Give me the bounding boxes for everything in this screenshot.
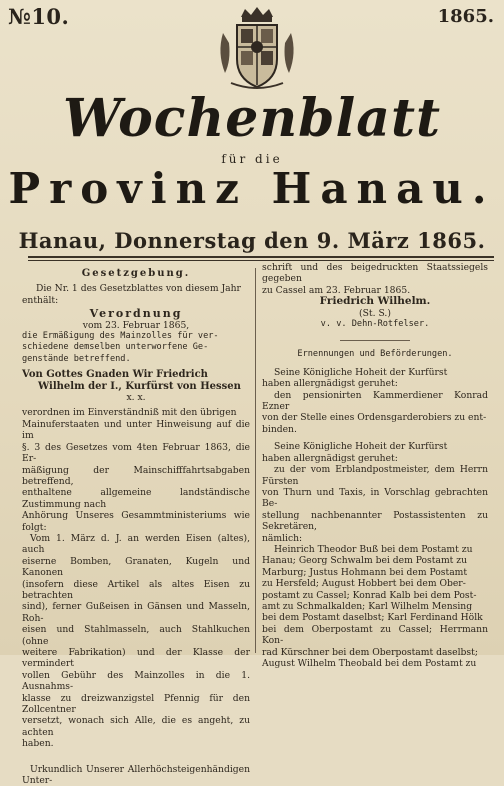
left-column xyxy=(22,268,250,786)
decree-subject-line: die Ermäßigung des Mainzolles für ver- xyxy=(22,331,219,342)
para-line: Seine Königliche Hoheit der Kurfürst xyxy=(274,366,448,378)
para-line: stellung nachbenannter Postassistenten zu Sekretären, xyxy=(262,509,488,533)
countersignature: v. v. Dehn-Rotfelser. xyxy=(320,319,430,330)
masthead-fuer: für die xyxy=(221,152,283,166)
para-line: August Wilhelm Theobald bei dem Postamt zu xyxy=(262,658,477,669)
para-line: zu der vom Erblandpostmeister, dem Herrn Fürsten xyxy=(262,464,488,487)
masthead-province: Provinz Hanau. xyxy=(8,164,496,213)
body-line: eisen und Stahlmasseln, auch Stahlkuchen (ohne xyxy=(22,624,250,647)
body-line: Vom 1. März d. J. an werden Eisen (altes), auch xyxy=(22,532,250,556)
body-line: klasse zu dreizwanzigstel Pfennig für den Zollcentner xyxy=(22,692,250,716)
para-line: amt zu Schmalkalden; Karl Wilhelm Mensing xyxy=(262,600,473,612)
column-divider xyxy=(255,268,256,653)
body-line: §. 3 des Gesetzes vom 4ten Februar 1863, die Er- xyxy=(22,441,250,465)
seal-mark: (St. S.) xyxy=(359,307,391,319)
body-line: eiserne Bomben, Granaten, Kugeln und Kanonen xyxy=(22,555,250,579)
decree-date: vom 23. Februar 1865, xyxy=(82,319,190,331)
decree-subject-line: schiedene demselben unterworfene Ge- xyxy=(22,342,209,353)
para-line: von Thurn und Taxis, in Vorschlag gebrachten Be- xyxy=(262,486,488,510)
masthead-title: Wochenblatt xyxy=(62,88,442,149)
para-line: Heinrich Theodor Buß bei dem Postamt zu xyxy=(274,543,473,555)
coat-of-arms-icon xyxy=(211,3,303,95)
para-line: binden. xyxy=(262,423,297,435)
body-line: weitere Fabrikation) und der Klasse der vermindert xyxy=(22,647,250,670)
para-line: postamt zu Cassel; Konrad Kalb bei dem Post- xyxy=(262,589,477,601)
grace-line: Von Gottes Gnaden Wir Friedrich xyxy=(22,369,208,381)
body-line: sind), ferner Gußeisen in Gänsen und Masseln, Roh- xyxy=(22,601,250,624)
body-line: enthaltene allgemeine landständische Zustimmung nach xyxy=(22,487,250,510)
decree-title: Verordnung xyxy=(89,307,183,321)
para-line: von der Stelle eines Ordensgarderobiers zu ent- xyxy=(262,412,487,424)
grace-line: Wilhelm der I., Kurfürst von Hessen xyxy=(38,380,241,392)
section-title-legislation: Gesetzgebung. xyxy=(81,268,191,279)
para-line: Seine Königliche Hoheit der Kurfürst xyxy=(274,441,448,453)
body-line: mäßigung der Mainschifffahrtsabgaben betreffend, xyxy=(22,464,250,487)
body-line: (insofern diese Artikel als altes Eisen zu betrachten xyxy=(22,578,250,601)
para-line: bei dem Postamt daselbst; Karl Ferdinand Hölk xyxy=(262,612,483,624)
body-line: vollen Gebühr des Mainzolles in die 1. Ausnahms- xyxy=(22,669,250,693)
year: 1865. xyxy=(437,6,494,27)
dateline: Hanau, Donnerstag den 9. März 1865. xyxy=(18,228,486,253)
signature: Friedrich Wilhelm. xyxy=(319,295,431,308)
para-line: haben allergnädigst geruhet: xyxy=(262,452,398,464)
intro-line: enthält: xyxy=(22,294,59,306)
decree-subject-line: genstände betreffend. xyxy=(22,353,131,364)
body-line: versetzt, wonach sich Alle, die es angeht, zu achten xyxy=(22,715,250,738)
closing-line: Urkundlich Unserer Allerhöchsteigenhändigen Unter- xyxy=(22,763,250,786)
body-line: Anhörung Unseres Gesammtministeriums wie folgt: xyxy=(22,510,250,533)
para-line: den pensionirten Kammerdiener Konrad Ezner xyxy=(262,389,488,413)
body-line: haben. xyxy=(22,738,54,750)
para-line: rad Kürschner bei dem Oberpostamt daselbst; xyxy=(262,646,478,658)
para-line: nämlich: xyxy=(262,532,303,544)
header-rule-bottom xyxy=(28,260,494,261)
right-column xyxy=(262,262,488,669)
issue-number: №10. xyxy=(8,4,70,29)
header-rule-top xyxy=(28,256,494,258)
para-line: bei dem Oberpostamt zu Cassel; Herrmann Kon- xyxy=(262,623,488,647)
para-line: Marburg; Justus Hohmann bei dem Postamt xyxy=(262,566,468,578)
intro-line: Die Nr. 1 des Gesetzblattes von diesem Jahr xyxy=(36,283,241,295)
body-line: verordnen im Einverständniß mit den übrigen xyxy=(22,407,237,419)
section-title-appointments: Ernennungen und Beförderungen. xyxy=(297,349,453,360)
para-line: haben allergnädigst geruhet: xyxy=(262,378,398,390)
continuation-line: schrift und des beigedruckten Staatssiegels gegeben xyxy=(262,262,488,285)
body-line: Mainuferstaaten und unter Hinweisung auf die im xyxy=(22,418,250,442)
para-line: Hanau; Georg Schwalm bei dem Postamt zu xyxy=(262,555,468,567)
continuation-line: zu Cassel am 23. Februar 1865. xyxy=(262,284,411,296)
para-line: zu Hersfeld; August Hobbert bei dem Ober- xyxy=(262,578,466,590)
grace-line: x. x. xyxy=(126,392,146,404)
section-divider xyxy=(340,340,410,341)
